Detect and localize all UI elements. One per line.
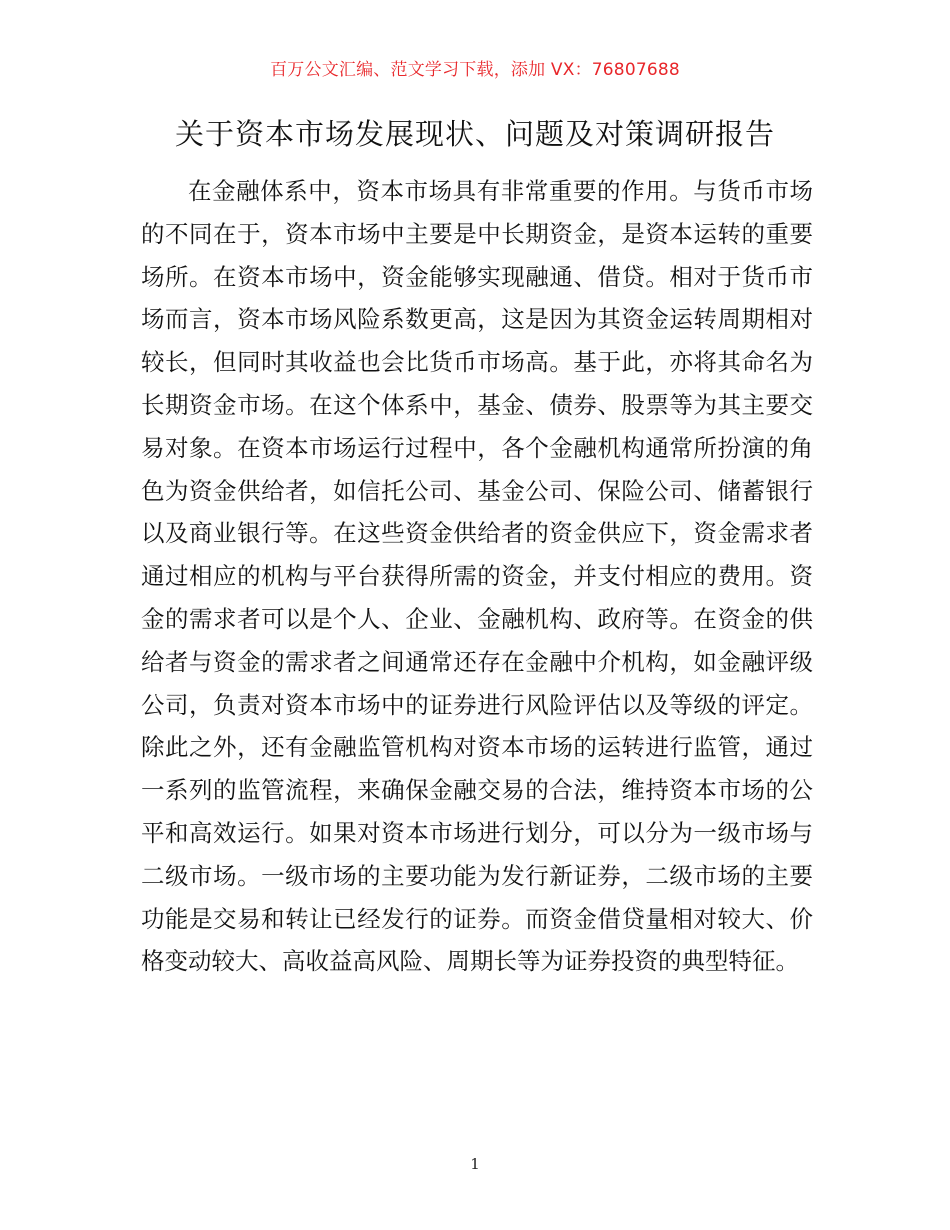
page-number: 1 (470, 1155, 480, 1173)
body-paragraph: 在金融体系中，资本市场具有非常重要的作用。与货币市场的不同在于，资本市场中主要是中长期资金，是资本运转的重要场所。在资本市场中，资金能够实现融通、借贷。相对于货币市场而言，资本市场风险系数更高，这是因为其资金运转周期相对较长，但同时其收益也会比货币市场高。基于此，亦将其命名为长期资金市场。在这个体系中，基金、债券、股票等为其主要交易对象。在资本市场运行过程中，各个金融机构通常所扮演的角色为资金供给者，如信托公司、基金公司、保险公司、储蓄银行以及商业银行等。在这些资金供给者的资金供应下，资金需求者通过相应的机构与平台获得所需的资金，并支付相应的费用。资金的需求者可以是个人、企业、金融机构、政府等。在资金的供给者与资金的需求者之间通常还存在金融中介机构，如金融评级公司，负责对资本市场中的证券进行风险评估以及等级的评定。除此之外，还有金融监管机构对资本市场的运转进行监管，通过一系列的监管流程，来确保金融交易的合法，维持资本市场的公平和高效运行。如果对资本市场进行划分，可以分为一级市场与二级市场。一级市场的主要功能为发行新证券，二级市场的主要功能是交易和转让已经发行的证券。而资金借贷量相对较大、价格变动较大、高收益高风险、周期长等为证券投资的典型特征。 (141, 177, 813, 976)
document-title: 关于资本市场发展现状、问题及对策调研报告 (174, 117, 775, 151)
header-banner: 百万公文汇编、范文学习下载，添加 VX：76807688 (270, 60, 680, 80)
